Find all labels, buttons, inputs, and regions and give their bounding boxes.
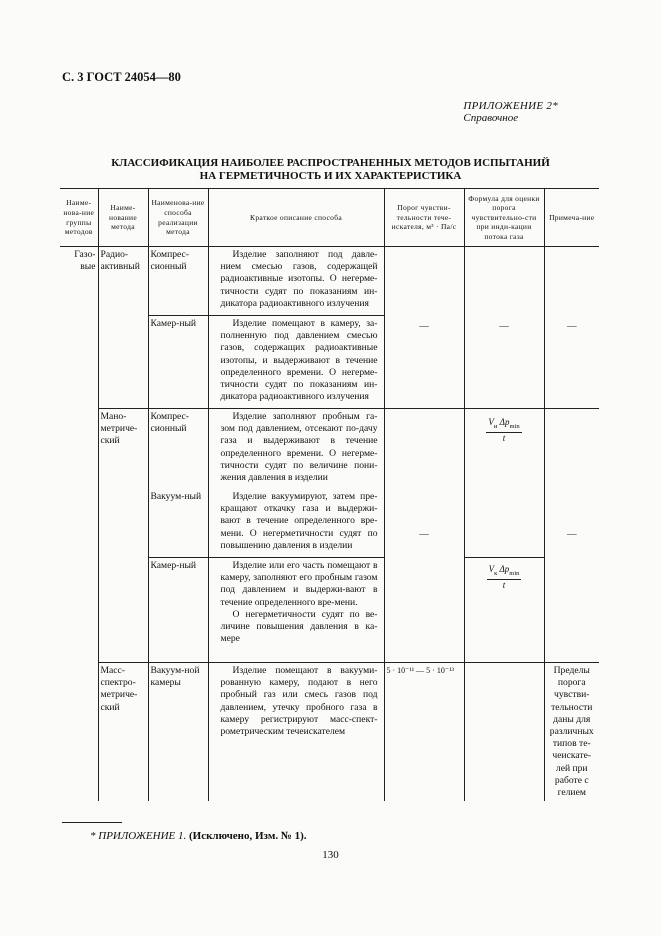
method-mano: Мано-метриче-ский bbox=[98, 409, 148, 663]
description-cell: Изделие вакуумируют, затем пре-кращают откачку газа и выдержи-вают в течение определенного вре-мени. О негерметичности судят по повышению давления в изделии bbox=[208, 489, 384, 558]
note-cell: — bbox=[544, 247, 599, 409]
header-description: Краткое описание способа bbox=[208, 189, 384, 247]
header-way: Наименова-ние способа реализации метода bbox=[148, 189, 208, 247]
way-cell: Компрес-сионный bbox=[148, 247, 208, 316]
footnote-label: * ПРИЛОЖЕНИЕ 1. bbox=[90, 830, 187, 842]
method-radio: Радио-активный bbox=[98, 247, 148, 409]
way-cell: Камер-ный bbox=[148, 558, 208, 663]
table-row bbox=[60, 409, 599, 490]
description-cell: Изделие помещают в вакууми-рованную камеру, подают в него пробный газ или смесь газов под давлением, утечку пробного газа в камеру регистрируют масс-спект-рометрическим течеискателем bbox=[208, 663, 384, 802]
footnote bbox=[90, 830, 307, 842]
footnote-divider bbox=[62, 822, 122, 823]
appendix-label bbox=[463, 100, 558, 124]
title-line-2: НА ГЕРМЕТИЧНОСТЬ И ИХ ХАРАКТЕРИСТИКА bbox=[199, 170, 462, 182]
header-note: Примеча-ние bbox=[544, 189, 599, 247]
appendix-type: Справочное bbox=[463, 112, 519, 124]
formula-cell bbox=[464, 409, 544, 490]
appendix-number: ПРИЛОЖЕНИЕ 2* bbox=[463, 100, 558, 112]
method-mass: Масс-спектро-метриче-ский bbox=[98, 663, 148, 802]
note-cell: Пределы порога чувстви-тельности даны для различных типов те-чеискате-лей при работе с гелием bbox=[544, 663, 599, 802]
table-row bbox=[60, 663, 599, 802]
description-cell: Изделие помещают в камеру, за-полненную под давлением смесью газов, содержащих радиоактивные изотопы, и выдерживают в течение определенного времени. О негерме-тичности судят по показаниям ин-дикатора радиоактивного излучения bbox=[208, 316, 384, 409]
way-cell: Вакуум-ной камеры bbox=[148, 663, 208, 802]
formula-cell bbox=[464, 558, 544, 663]
threshold-cell: 5 · 10⁻¹¹ — 5 · 10⁻¹³ bbox=[384, 663, 464, 802]
table-row bbox=[60, 247, 599, 316]
footnote-text: (Исключено, Изм. № 1). bbox=[188, 830, 307, 842]
way-cell: Вакуум-ный bbox=[148, 489, 208, 558]
description-cell: Изделие заполняют под давле-нием смесью газов, содержащей радиоактивные изотопы. О негерме-тичности судят по показаниям ин-дикатора радиоактивного излучения bbox=[208, 247, 384, 316]
formula-cell-empty bbox=[464, 489, 544, 558]
threshold-cell: — bbox=[384, 409, 464, 663]
methods-table bbox=[60, 188, 599, 801]
description-cell: Изделие или его часть помещают в камеру, заполняют его пробным газом под давлением и выдержи-вают в течение определенного вре-мени. О негерметичности судят по ве-личине повышения давления в ка-мере bbox=[208, 558, 384, 663]
note-cell: — bbox=[544, 409, 599, 663]
table-title bbox=[0, 157, 661, 183]
description-cell: Изделие заполняют пробным га-зом под давлением, отсекают по-дачу газа и выдерживают в течение определенного времени. О негерме-тичности судят по величине пони-жения давления в изделии bbox=[208, 409, 384, 490]
header-method: Наиме-нование метода bbox=[98, 189, 148, 247]
formula-fraction-1: $\frac{V_и \Delta p_{min}}{t}$ bbox=[488, 417, 520, 443]
formula-cell: — bbox=[464, 247, 544, 409]
header-group: Наиме-нова-ние группы методов bbox=[60, 189, 98, 247]
table-header-row bbox=[60, 189, 599, 247]
header-threshold: Порог чувстви-тельности тече-искателя, м³ · Па/с bbox=[384, 189, 464, 247]
page-number: 130 bbox=[322, 849, 339, 861]
header-formula: Формула для оценки порога чувствительно-сти при инди-кации потока газа bbox=[464, 189, 544, 247]
way-cell: Компрес-сионный bbox=[148, 409, 208, 490]
title-line-1: КЛАССИФИКАЦИЯ НАИБОЛЕЕ РАСПРОСТРАНЕННЫХ МЕТОДОВ ИСПЫТАНИЙ bbox=[111, 157, 550, 169]
threshold-cell: — bbox=[384, 247, 464, 409]
formula-cell-empty bbox=[464, 663, 544, 802]
formula-fraction-2: $\frac{V_к \Delta p_{min}}{t}$ bbox=[488, 564, 520, 590]
way-cell: Камер-ный bbox=[148, 316, 208, 409]
document-header: С. 3 ГОСТ 24054—80 bbox=[62, 70, 181, 84]
group-name: Газо-вые bbox=[74, 249, 96, 273]
